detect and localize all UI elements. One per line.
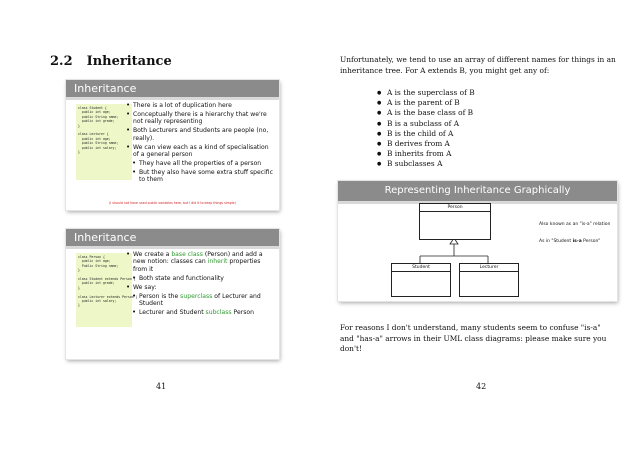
synonym-item: ● A is the base class of B <box>377 108 475 118</box>
slide-uml-diagram <box>338 181 617 301</box>
synonym-item: ● B is a subclass of A <box>377 119 475 129</box>
uml-class-name: Lecturer <box>460 264 518 272</box>
bullet-item: • There is a lot of duplication here <box>126 102 274 109</box>
uml-class-name: Student <box>392 264 450 272</box>
synonym-item: ● B subclasses A <box>377 159 475 169</box>
outro-paragraph: For reasons I don't understand, many students seem to confuse "is-a" and "has-a" arrows in their UML class diagrams: please make sure you don't! <box>340 323 607 354</box>
section-heading <box>50 54 172 69</box>
page-number: 42 <box>476 382 487 391</box>
page-number: 41 <box>156 382 167 391</box>
slide-title: Representing Inheritance Graphically <box>338 181 617 204</box>
right-page <box>319 0 638 451</box>
highlight-term: base class <box>171 251 203 258</box>
sub-bullet-item: • But they also have some extra stuff specific to them <box>132 169 274 184</box>
synonym-item: ● A is the parent of B <box>377 98 475 108</box>
bullet-item: • We create a base class (Person) and add a new notion: classes can inherit properties from it <box>126 251 274 273</box>
highlight-term: superclass <box>180 292 213 300</box>
synonym-item: ● B is the child of A <box>377 129 475 139</box>
bullet-item: • We can view each as a kind of specialisation of a general person <box>126 144 274 159</box>
bullet-item: • Conceptually there is a hierarchy that we're not really representing <box>126 111 274 126</box>
uml-class-lecturer <box>459 263 519 297</box>
uml-class-person <box>419 203 491 240</box>
synonym-list <box>377 88 475 170</box>
slide-inheritance-1 <box>66 80 279 210</box>
slide-title: Inheritance <box>66 80 279 100</box>
slide-footnote: (I should not have used public variables here, but I did it to keep things simple) <box>109 201 236 205</box>
is-a-note: Also known as an "is-a" relation <box>539 222 611 227</box>
uml-class-student <box>391 263 451 297</box>
bullet-list <box>126 102 274 185</box>
section-title: Inheritance <box>86 54 172 69</box>
sub-bullet-item: • Person is the superclass of Lecturer and Student <box>132 293 274 308</box>
sub-bullet-item: • Lecturer and Student subclass Person <box>132 309 274 316</box>
synonym-item: ● B derives from A <box>377 139 475 149</box>
highlight-term: inherit <box>207 258 228 266</box>
section-number: 2.2 <box>50 54 73 69</box>
uml-class-name: Person <box>420 204 490 212</box>
sub-bullet-item: • They have all the properties of a person <box>132 160 274 167</box>
is-a-example-note: As in "Student is-a Person" <box>539 239 601 244</box>
code-snippet: class Person { public int age; Public String name; } class Student extends Person { public int grade; } class Lecturer extends Person { public int salary; } <box>76 253 132 327</box>
code-snippet: class Student { public int age; public String name; public int grade; } class Lecturer { public int age; public String name; public int salary; } <box>76 104 132 180</box>
slide-title: Inheritance <box>66 229 279 249</box>
bullet-item: • Both Lecturers and Students are people (no, really). <box>126 127 274 142</box>
slide-inheritance-2 <box>66 229 279 359</box>
sub-bullet-item: • Both state and functionality <box>132 275 274 282</box>
bullet-list <box>126 251 274 318</box>
highlight-term: subclass <box>205 308 232 316</box>
synonym-item: ● A is the superclass of B <box>377 88 475 98</box>
synonym-item: ● B inherits from A <box>377 149 475 159</box>
bullet-item: • We say: <box>126 284 274 291</box>
intro-paragraph: Unfortunately, we tend to use an array of different names for things in an inheritance tree. For A extends B, you might get any of: <box>340 55 616 75</box>
